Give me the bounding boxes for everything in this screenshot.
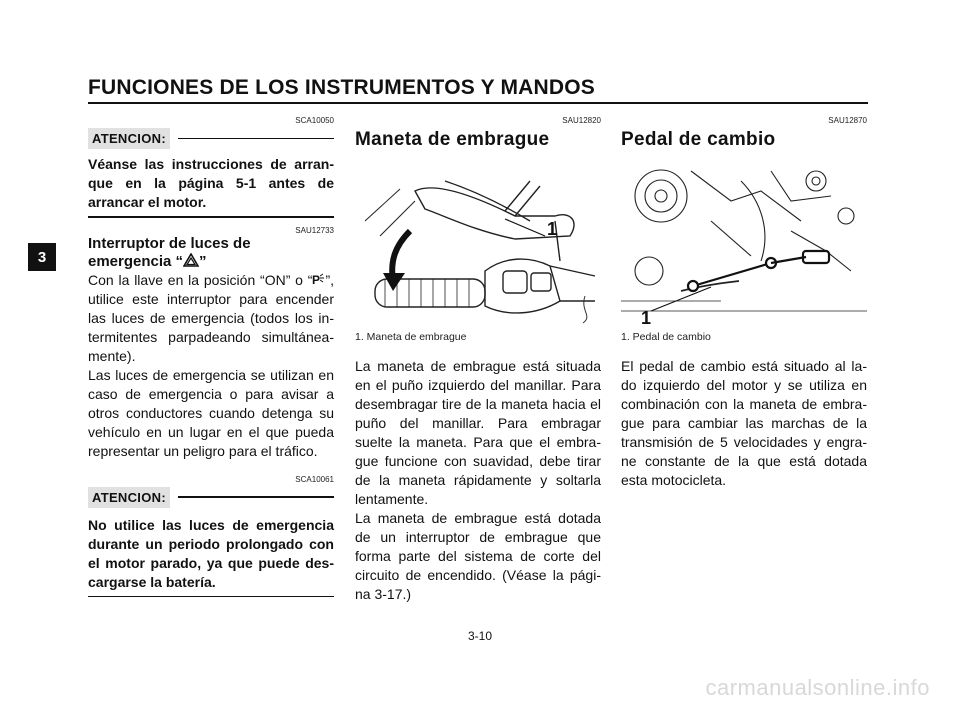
caution-end-rule	[88, 596, 334, 598]
middle-column	[355, 116, 601, 604]
hazard-triangle-icon	[183, 253, 199, 267]
caution-rule	[178, 138, 334, 140]
figure-caption: 1. Pedal de cambio	[621, 331, 711, 343]
paragraph-text: ”, utilice este interruptor para encender las luces de emergencia (todos los in-termitentes parpadeando simultánea-mente).	[88, 271, 334, 364]
ref-code: SCA10061	[295, 474, 334, 484]
left-column	[88, 116, 334, 597]
page-header-title: FUNCIONES DE LOS INSTRUMENTOS Y MANDOS	[88, 76, 595, 99]
ref-code: SAU12733	[295, 225, 334, 235]
caution-label: ATENCION:	[88, 128, 170, 149]
caution-header	[88, 487, 334, 508]
callout-number: 1	[547, 219, 558, 239]
parking-key-icon	[312, 273, 325, 286]
header-rule	[88, 102, 868, 104]
ref-code: SAU12820	[562, 116, 601, 125]
paragraph	[88, 271, 334, 366]
paragraph: Las luces de emergencia se utilizan en caso de emergencia o para avisar a otros conductores cuando detenga su vehículo en un lugar en el que pueda representar un peligro para el tráfico.	[88, 366, 334, 459]
callout-number: 1	[641, 308, 652, 327]
paragraph: La maneta de embrague está dotada de un interruptor de embrague que forma parte del sistema de corte del circuito de encendido. (Véase la pági-na 3-17.)	[355, 510, 601, 602]
shift-pedal-illustration	[621, 161, 867, 327]
figure-caption: 1. Maneta de embrague	[355, 331, 467, 343]
paragraph-text: Con la llave en la posición “ON” o “	[88, 271, 313, 288]
chapter-tab[interactable]: 3	[28, 243, 56, 271]
ref-code: SCA10050	[295, 116, 334, 125]
ref-code: SAU12870	[828, 116, 867, 125]
section-heading: Pedal de cambio	[621, 129, 776, 150]
right-column	[621, 116, 867, 490]
svg-text:P: P	[312, 272, 321, 286]
page-number: 3-10	[467, 629, 493, 643]
heading-line: Interruptor de luces de	[88, 234, 251, 252]
heading-text: ”	[199, 252, 207, 270]
clutch-lever-illustration	[355, 161, 601, 327]
section-heading	[88, 235, 334, 271]
paragraph: La maneta de embrague está situada en el puño izquierdo del manillar. Para desembragar tire de la maneta hacia el puño del manillar. Para embragar suelte la maneta. Para que el embra-gue funcione con suavidad, debe tirar de la maneta rápidamente y soltarla lentamente.	[355, 358, 601, 507]
section-heading: Maneta de embrague	[355, 129, 550, 150]
caution-text: Véanse las instrucciones de arran-que en la página 5-1 antes de arrancar el motor.	[88, 156, 334, 210]
caution-header	[88, 128, 334, 149]
caution-rule	[178, 496, 334, 498]
watermark: carmanualsonline.info	[705, 675, 930, 700]
heading-line	[88, 253, 334, 271]
paragraph: El pedal de cambio está situado al la-do izquierdo del motor y se utiliza en combinación con la maneta de embra-gue para cambiar las marchas de la transmisión de 5 velocidades y engra-ne constante de la que está dotada esta motocicleta.	[621, 358, 867, 488]
caution-text: No utilice las luces de emergencia durante un periodo prolongado con el motor parado, ya que puede des-cargarse la batería.	[88, 516, 334, 590]
caution-label: ATENCION:	[88, 487, 170, 508]
heading-text: emergencia “	[88, 252, 184, 270]
caution-end-rule	[88, 216, 334, 218]
